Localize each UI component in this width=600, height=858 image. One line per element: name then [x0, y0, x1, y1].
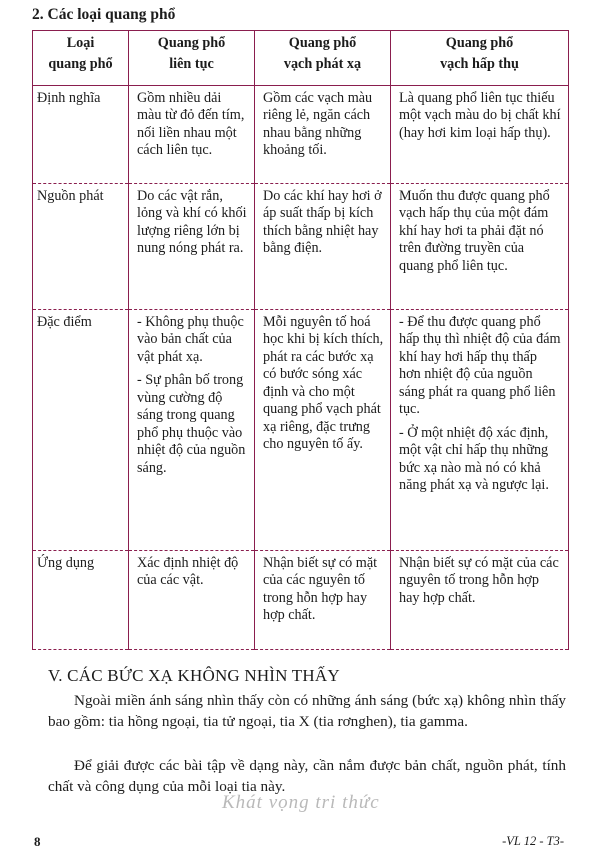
cell-text: Xác định nhiệt độ của các vật. [137, 555, 239, 589]
cell-text: - Để thu được quang phổ hấp thụ thì nhiệt độ của đám khí hay hơi hấp thụ thấp hơn nhiệt độ của nguồn sáng phát ra quang phổ liên tục. [399, 314, 561, 418]
header-text: vạch hấp thụ [440, 56, 519, 73]
table-row [33, 86, 569, 184]
cell-text: Gồm các vạch màu riêng lẻ, ngăn cách nhau bằng những khoảng tối. [263, 90, 373, 159]
watermark: Khát vọng tri thức [222, 792, 380, 813]
cell-text: Nhận biết sự có mặt của các nguyên tố trong hỗn hợp hay hợp chất. [263, 555, 378, 624]
cell-text: - Sự phân bố trong vùng cường độ sáng trong quang phổ phụ thuộc vào nhiệt độ của nguồn sáng. [137, 372, 246, 476]
cell-continuous [129, 551, 255, 650]
header-emission [255, 31, 391, 86]
cell-emission [255, 310, 391, 551]
header-text: Loại [66, 35, 95, 51]
table-row [33, 310, 569, 551]
cell-absorption [391, 551, 569, 650]
header-text: Quang phổ [445, 35, 514, 51]
cell-continuous [129, 184, 255, 310]
cell-text: Là quang phổ liên tục thiếu một vạch màu do bị chất khí (hay hơi kim loại hấp thụ). [399, 90, 561, 141]
cell-text: - Không phụ thuộc vào bản chất của vật phát xạ. [137, 314, 244, 365]
cell-text: - Ở một nhiệt độ xác định, một vật chỉ hấp thụ những bức xạ nào mà nó có khả năng phát xạ và ngược lại. [399, 424, 549, 494]
page-number: 8 [34, 834, 41, 849]
header-text: Quang phổ [157, 35, 226, 51]
cell-emission [255, 86, 391, 184]
table-header-row [33, 31, 569, 86]
row-label: Đặc điểm [33, 310, 129, 551]
cell-text: Do các khí hay hơi ở áp suất thấp bị kích thích bằng nhiệt hay bằng điện. [263, 188, 382, 257]
header-spectrum-type [33, 31, 129, 86]
spectrum-table [32, 30, 569, 650]
cell-emission [255, 184, 391, 310]
section-title: 2. Các loại quang phổ [32, 6, 176, 23]
table-row [33, 184, 569, 310]
row-label: Ứng dụng [33, 551, 129, 650]
row-label: Định nghĩa [33, 86, 129, 184]
header-text: quang phổ [48, 56, 113, 73]
section-v-title: V. CÁC BỨC XẠ KHÔNG NHÌN THẤY [48, 666, 340, 685]
page-code: -VL 12 - T3- [502, 834, 564, 848]
header-continuous [129, 31, 255, 86]
cell-absorption [391, 86, 569, 184]
cell-text: Nhận biết sự có mặt của các nguyên tố trong hỗn hợp hay hợp chất. [399, 555, 559, 606]
cell-text: Gồm nhiều dải màu từ đỏ đến tím, nối liền nhau một cách liên tục. [137, 90, 245, 159]
cell-text: Mỗi nguyên tố hoá học khi bị kích thích, phát ra các bước xạ có bước sóng xác định và cho một quang phổ vạch phát xạ riêng, đặc trưng cho nguyên tố ấy. [263, 314, 384, 453]
cell-continuous [129, 86, 255, 184]
paragraph: Để giải được các bài tập về dạng này, cần nắm được bản chất, nguồn phát, tính chất và công dụng của mỗi loại tia này. [48, 757, 566, 795]
header-absorption [391, 31, 569, 86]
cell-absorption [391, 310, 569, 551]
cell-emission [255, 551, 391, 650]
header-text: vạch phát xạ [283, 56, 362, 73]
cell-continuous [129, 310, 255, 551]
header-text: liên tục [169, 56, 214, 73]
cell-text: Muốn thu được quang phổ vạch hấp thụ của một đám khí hay hơi ta phải đặt nó trên đường truyền của quang phổ liên tục. [399, 188, 550, 274]
cell-absorption [391, 184, 569, 310]
paragraph: Ngoài miền ánh sáng nhìn thấy còn có những ánh sáng (bức xạ) không nhìn thấy bao gồm: tia hồng ngoại, tia tử ngoại, tia X (tia rơnghen), tia gamma. [48, 692, 566, 730]
table-row [33, 551, 569, 650]
header-text: Quang phổ [288, 35, 357, 51]
row-label: Nguồn phát [33, 184, 129, 310]
cell-text: Do các vật rắn, lỏng và khí có khối lượng riêng lớn bị nung nóng phát ra. [137, 188, 247, 257]
